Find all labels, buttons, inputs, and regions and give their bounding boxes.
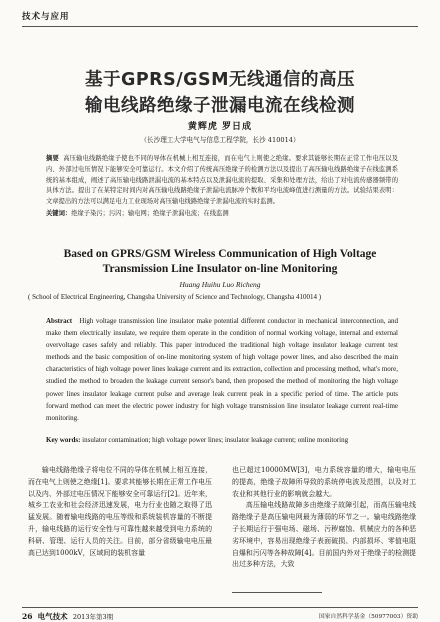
title-en-line1: Based on GPRS/GSM Wireless Communication of High Voltage — [63, 248, 377, 260]
abstract-cn-label: 摘要 — [46, 155, 59, 162]
funding-note: 国家自然科学基金（50977003）资助 — [318, 614, 418, 620]
journal-issue: 2013年第3期 — [72, 613, 114, 621]
keywords-cn-text: 绝缘子染污；污闪；输电网；绝缘子泄漏电流；在线监测 — [71, 210, 229, 217]
footer-left — [22, 611, 113, 622]
abstract-cn — [46, 154, 398, 208]
section-label: 技术与应用 — [22, 12, 70, 22]
footnote-rule — [232, 592, 322, 593]
title-cn-line1: 基于GPRS/GSM无线通信的高压 — [84, 70, 356, 90]
header-rule — [22, 26, 418, 27]
journal-name: 电气技术 — [37, 612, 68, 621]
affiliation-cn: （长沙理工大学电气与信息工程学院，长沙 410014） — [140, 136, 300, 144]
authors-cn: 黄辉虎 罗日成 — [187, 122, 253, 132]
footer-rule — [22, 607, 418, 608]
keywords-en-text: insulator contamination; high voltage power lines; insulator leakage current; online monitoring — [82, 436, 349, 444]
keywords-en-label: Key words: — [46, 436, 81, 444]
body-right-column — [232, 465, 416, 571]
title-en-line2: Transmission Line Insulator on-line Monitoring — [102, 263, 338, 275]
authors-en: Huang Huihu Luo Richeng — [179, 280, 261, 289]
page-number: 26 — [22, 612, 33, 621]
abstract-cn-text: 高压输电线路绝缘子使也不同的导体在机械上相互连接，而在电气上则使之绝缘。要求其能够长期在正常工作电压以及内、外部过电压情况下能够安全可靠运行。本文介绍了传统高压绝缘子的检测方法以及提出了高压输电线路绝缘子在线监测系统的基本组成，阐述了高压输电线路泄漏电流的基本特点以及泄漏电流的提取、采集和处理方法，给出了对电流传感器频带的具体方法。提出了在某特定时间内对高压输电线路绝缘子泄漏电流脉冲个数和平均电流峰值进行测量的方法。试验结果表明：文章提出的方法可以满足电力工业现场对高压输电线路绝缘子泄漏电流的实时监测。 — [46, 155, 398, 206]
abstract-en-text: High voltage transmission line insulator make potential different conductor in mechanical interconnection, and make them electrically insulate, we require them operate in the condition of normal working voltage, internal and external overvoltage cases safely and reliably. This paper introduced the traditional high voltage insulator leakage current test methods and the basic composition of on-line monitoring system of high voltage power lines, and also described the main characteristics of high voltage power lines leakage current and its extraction, collection and processing method, what's more, studied the method to broaden the leakage current sensor's band, then proposed the method of monitoring the high voltage power lines insulator leakage current pulse and average leak current peak in a specific period of time. The article puts forward method can meet the electric power industry for high voltage transmission line insulator leakage current real-time monitoring. — [46, 317, 398, 422]
abstract-en — [46, 315, 398, 424]
keywords-cn-label: 关键词： — [46, 210, 72, 217]
title-cn-line2: 输电线路绝缘子泄漏电流在线检测 — [85, 96, 355, 116]
affiliation-en: ( School of Electrical Engineering, Changsha University of Science and Technology, Changsha 410014 ) — [28, 293, 322, 301]
body-right-paragraph-1: 也已超过10000MW[3]，电力系统容量的增大，输电电压的提高，绝缘子故障所导致的系统停电波及范围，以及对工农业和其他行业的影响就会越大。 — [232, 466, 416, 498]
keywords-en — [46, 434, 398, 446]
keywords-cn — [46, 209, 398, 220]
body-right-paragraph-2: 高压输电线路故障多由绝缘子故障引起，而高压输电线路绝缘子是高压输电网最为薄弱的环节之一。输电线路绝缘子长期运行于强电场、磁场、污秽腐蚀、机械应力的各种恶劣环境中，容易出现绝缘子表面破损、内部损坏、零值电阻自爆和污闪等各种故障[4]。目前国内外对于绝缘子的检测提出过多种方法，大致 — [232, 501, 416, 569]
body-left-column: 输电线路绝缘子将电位不同的导体在机械上相互连接，而在电气上则使之绝缘[1]。要求其能够长期在正常工作电压以及内、外部过电压情况下能够安全可靠运行[2]。近年来，城乡工农业和社会经济迅速发展，电力行业也随之取得了迅猛发展。随着输电线路的电压等级和系统装机容量的不断提升，输电线路的运行安全性与可靠性越来越受到电力系统的科研、管理、运行人员的关注。目前，部分省级输电电压最高已达到1000kV，区域间的装机容量 — [28, 466, 212, 557]
abstract-en-label: Abstract — [46, 317, 73, 325]
